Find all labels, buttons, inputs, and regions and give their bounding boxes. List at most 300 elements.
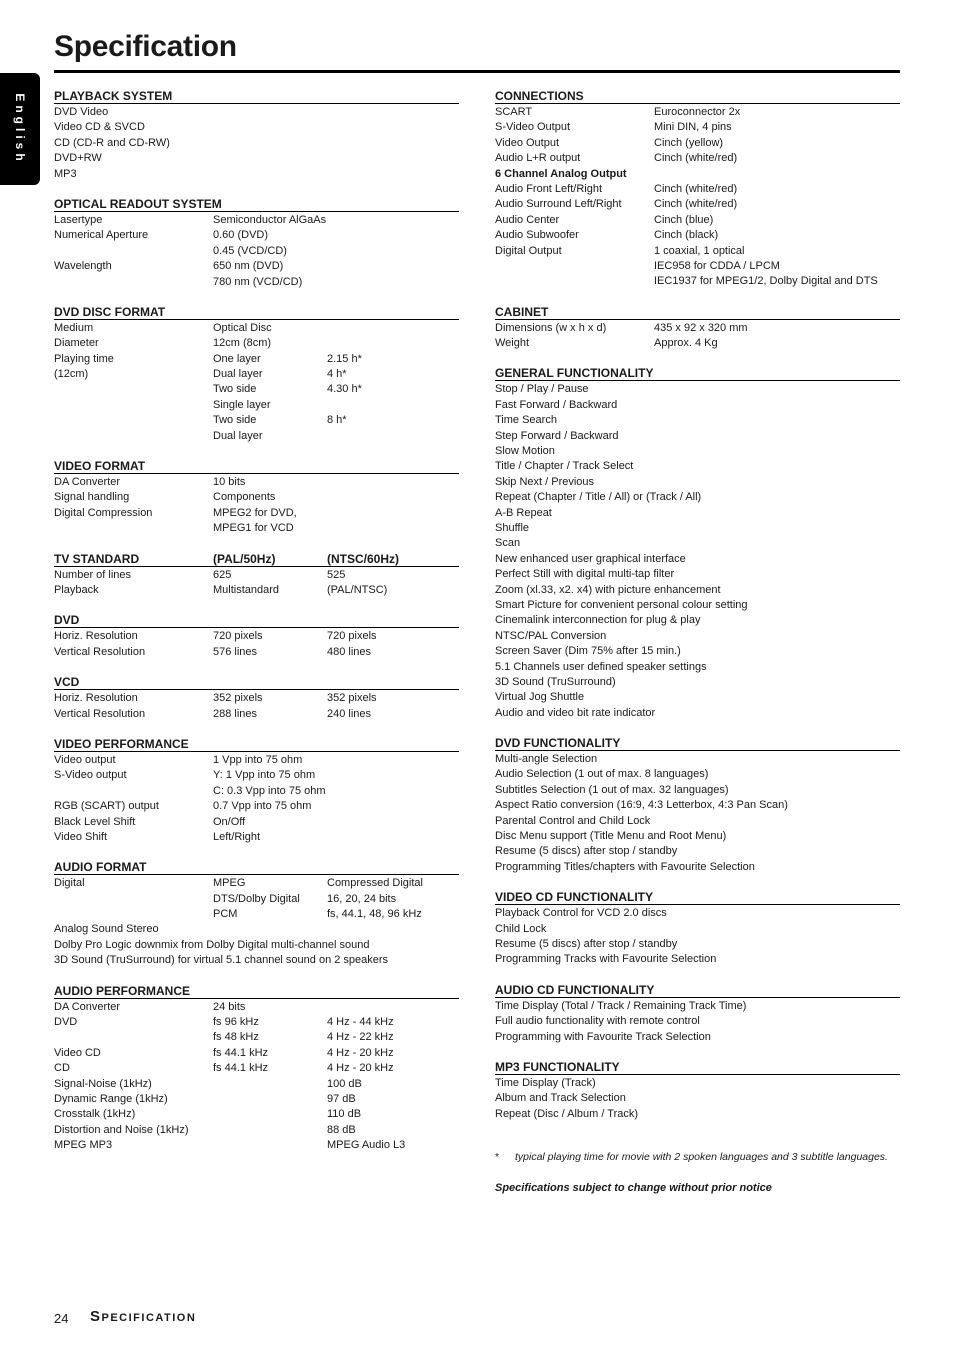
spec-cell: 24 bits: [213, 1000, 246, 1013]
spec-cell: fs 48 kHz: [213, 1031, 259, 1044]
spec-cell: 0.60 (DVD): [213, 229, 269, 242]
spec-row: [495, 398, 900, 413]
spec-cell: 780 nm (VCD/CD): [213, 275, 303, 288]
spec-cell: 1 coaxial, 1 optical: [654, 244, 745, 257]
spec-cell: Title / Chapter / Track Select: [495, 460, 634, 473]
section-title: AUDIO CD FUNCTIONALITY: [495, 982, 655, 997]
spec-row: [495, 767, 900, 782]
spec-row: [54, 583, 459, 598]
spec-cell: (12cm): [54, 368, 89, 381]
spec-section: [54, 459, 459, 537]
spec-cell: Time Display (Total / Track / Remaining Track Time): [495, 999, 747, 1012]
section-title: VIDEO FORMAT: [54, 459, 146, 474]
spec-cell: MP3: [54, 167, 77, 180]
spec-cell: Digital: [54, 877, 85, 890]
spec-row: [495, 783, 900, 798]
spec-cell: Slow Motion: [495, 445, 555, 458]
spec-cell: 3D Sound (TruSurround): [495, 675, 616, 688]
spec-cell: Two side: [213, 383, 257, 396]
section-heading: [54, 984, 459, 999]
section-title: PLAYBACK SYSTEM: [54, 89, 173, 103]
spec-cell: S-Video output: [54, 769, 127, 782]
spec-row: [495, 197, 900, 212]
spec-cell: MPEG Audio L3: [327, 1139, 406, 1152]
spec-row: [54, 244, 459, 259]
section-heading-col2: (PAL/50Hz): [213, 551, 276, 566]
spec-cell: 435 x 92 x 320 mm: [654, 321, 748, 334]
spec-cell: Two side: [213, 414, 257, 427]
section-heading: [495, 305, 900, 320]
section-heading: [495, 890, 900, 905]
spec-cell: Multi-angle Selection: [495, 753, 598, 766]
spec-row: [495, 690, 900, 705]
spec-section: [495, 736, 900, 875]
section-heading: [54, 675, 459, 690]
spec-row: [495, 475, 900, 490]
spec-row: [495, 814, 900, 829]
spec-cell: One layer: [213, 352, 261, 365]
spec-cell: Video Output: [495, 136, 560, 149]
spec-row: [54, 475, 459, 490]
spec-row: [495, 567, 900, 582]
spec-row: [495, 182, 900, 197]
spec-cell: 352 pixels: [213, 692, 263, 705]
section-heading: [54, 89, 459, 104]
spec-row: [54, 275, 459, 290]
section-heading: [495, 1060, 900, 1075]
spec-cell: Video Shift: [54, 830, 108, 843]
spec-cell: 12cm (8cm): [213, 337, 272, 350]
spec-section: [495, 366, 900, 721]
spec-row: [495, 429, 900, 444]
section-title: CONNECTIONS: [495, 89, 584, 103]
spec-row: [495, 660, 900, 675]
section-heading: [54, 197, 459, 212]
spec-row: [495, 706, 900, 721]
spec-row: [54, 753, 459, 768]
spec-cell: MPEG2 for DVD,: [213, 506, 297, 519]
spec-row: [495, 999, 900, 1014]
spec-cell: Numerical Aperture: [54, 229, 149, 242]
spec-row: [495, 922, 900, 937]
spec-cell: Audio Center: [495, 213, 560, 226]
spec-cell: Zoom (xl.33, x2. x4) with picture enhancement: [495, 583, 721, 596]
spec-cell: Programming Titles/chapters with Favourite Selection: [495, 860, 755, 873]
spec-cell: IEC1937 for MPEG1/2, Dolby Digital and DTS: [654, 275, 878, 288]
spec-row: [54, 136, 459, 151]
spec-row: [54, 336, 459, 351]
spec-cell: Digital Output: [495, 244, 562, 257]
spec-row: [54, 1077, 459, 1092]
spec-cell: Video CD: [54, 1046, 101, 1059]
spec-cell: fs, 44.1, 48, 96 kHz: [327, 908, 422, 921]
spec-cell: Programming with Favourite Track Selection: [495, 1030, 711, 1043]
spec-cell: Lasertype: [54, 213, 103, 226]
section-title: VIDEO CD FUNCTIONALITY: [495, 890, 653, 905]
spec-row: [54, 151, 459, 166]
spec-row: [54, 907, 459, 922]
section-title: MP3 FUNCTIONALITY: [495, 1059, 620, 1074]
spec-row: [495, 105, 900, 120]
spec-row: [54, 506, 459, 521]
spec-cell: IEC958 for CDDA / LPCM: [654, 259, 780, 272]
section-heading: [54, 552, 459, 567]
spec-row: [54, 1138, 459, 1153]
spec-cell: Mini DIN, 4 pins: [654, 121, 732, 134]
spec-cell: Video CD & SVCD: [54, 121, 145, 134]
spec-cell: Audio Front Left/Right: [495, 182, 603, 195]
spec-cell: Dual layer: [213, 429, 263, 442]
spec-cell: C: 0.3 Vpp into 75 ohm: [213, 784, 326, 797]
spec-row: [495, 213, 900, 228]
title-rule: [54, 70, 900, 73]
spec-row: [54, 568, 459, 583]
section-title: DVD DISC FORMAT: [54, 304, 166, 319]
language-tab-label: English: [13, 93, 27, 165]
spec-cell: 4 h*: [327, 368, 347, 381]
spec-row: [54, 228, 459, 243]
spec-row: [495, 413, 900, 428]
left-column: [54, 89, 459, 1169]
spec-row: [495, 120, 900, 135]
spec-cell: Time Display (Track): [495, 1076, 596, 1089]
spec-row: [495, 583, 900, 598]
spec-row: [495, 860, 900, 875]
spec-row: [54, 815, 459, 830]
section-title: AUDIO FORMAT: [54, 860, 147, 875]
spec-row: [495, 1091, 900, 1106]
spec-row: [495, 521, 900, 536]
spec-row: [54, 1015, 459, 1030]
spec-row: [495, 167, 900, 182]
footnote-marker: *: [495, 1151, 500, 1163]
spec-cell: Parental Control and Child Lock: [495, 814, 651, 827]
spec-cell: 4 Hz - 44 kHz: [327, 1016, 394, 1029]
spec-cell: 10 bits: [213, 476, 246, 489]
spec-row: [495, 752, 900, 767]
spec-row: [54, 413, 459, 428]
spec-cell: Weight: [495, 337, 530, 350]
spec-row: [54, 120, 459, 135]
spec-cell: Signal handling: [54, 491, 130, 504]
spec-cell: Diameter: [54, 337, 99, 350]
spec-cell: 4.30 h*: [327, 383, 362, 396]
spec-row: [54, 799, 459, 814]
spec-row: [495, 244, 900, 259]
spec-row: [54, 259, 459, 274]
section-heading: [54, 613, 459, 628]
spec-row: [495, 490, 900, 505]
spec-cell: Skip Next / Previous: [495, 475, 595, 488]
spec-cell: 16, 20, 24 bits: [327, 892, 397, 905]
spec-row: [54, 876, 459, 891]
spec-cell: Cinch (blue): [654, 213, 714, 226]
spec-cell: Album and Track Selection: [495, 1092, 626, 1105]
spec-row: [495, 598, 900, 613]
spec-row: [54, 1107, 459, 1122]
spec-cell: Programming Tracks with Favourite Selection: [495, 953, 717, 966]
spec-cell: Perfect Still with digital multi-tap filter: [495, 568, 675, 581]
spec-cell: fs 44.1 kHz: [213, 1062, 269, 1075]
spec-cell: Single layer: [213, 398, 271, 411]
spec-cell: 2.15 h*: [327, 352, 362, 365]
spec-cell: 352 pixels: [327, 692, 377, 705]
spec-cell: Vertical Resolution: [54, 707, 146, 720]
spec-cell: Digital Compression: [54, 506, 153, 519]
section-title: DVD: [54, 613, 80, 628]
spec-row: [54, 1046, 459, 1061]
spec-cell: 525: [327, 568, 346, 581]
spec-row: [54, 352, 459, 367]
spec-section: [495, 1060, 900, 1122]
section-heading: [495, 366, 900, 381]
language-tab: [0, 73, 40, 185]
spec-cell: 8 h*: [327, 414, 347, 427]
spec-row: [54, 784, 459, 799]
spec-cell: Dolby Pro Logic downmix from Dolby Digital multi-channel sound: [54, 938, 370, 951]
spec-cell: Audio Surround Left/Right: [495, 198, 622, 211]
spec-cell: Compressed Digital: [327, 877, 423, 890]
spec-cell: Shuffle: [495, 521, 530, 534]
spec-cell: Optical Disc: [213, 321, 272, 334]
spec-row: [54, 521, 459, 536]
spec-cell: Child Lock: [495, 922, 547, 935]
spec-cell: Components: [213, 491, 276, 504]
spec-row: [495, 506, 900, 521]
spec-cell: 720 pixels: [327, 630, 377, 643]
spec-row: [54, 1030, 459, 1045]
spec-row: [54, 953, 459, 968]
spec-cell: fs 96 kHz: [213, 1016, 259, 1029]
spec-row: [495, 1076, 900, 1091]
spec-section: [495, 890, 900, 968]
spec-row: [54, 892, 459, 907]
spec-cell: Step Forward / Backward: [495, 429, 619, 442]
spec-cell: 4 Hz - 20 kHz: [327, 1046, 394, 1059]
spec-cell: DA Converter: [54, 476, 121, 489]
spec-cell: Playback Control for VCD 2.0 discs: [495, 907, 667, 920]
section-title: TV STANDARD: [54, 551, 140, 566]
spec-cell: S-Video Output: [495, 121, 571, 134]
spec-cell: 110 dB: [327, 1108, 362, 1121]
spec-cell: Full audio functionality with remote control: [495, 1015, 700, 1028]
spec-row: [54, 429, 459, 444]
spec-row: [495, 844, 900, 859]
spec-cell: Fast Forward / Backward: [495, 398, 618, 411]
spec-cell: Dual layer: [213, 368, 263, 381]
spec-row: [495, 259, 900, 274]
spec-row: [54, 367, 459, 382]
change-notice: Specifications subject to change without prior notice: [495, 1182, 772, 1194]
spec-row: [495, 444, 900, 459]
spec-cell: 720 pixels: [213, 630, 263, 643]
spec-cell: New enhanced user graphical interface: [495, 552, 686, 565]
spec-row: [54, 1000, 459, 1015]
spec-section: [54, 860, 459, 968]
spec-row: [495, 952, 900, 967]
spec-section: [54, 675, 459, 722]
spec-row: [495, 629, 900, 644]
spec-section: [495, 983, 900, 1045]
spec-row: [495, 459, 900, 474]
spec-row: [54, 691, 459, 706]
spec-cell: MPEG: [213, 877, 246, 890]
spec-cell: Horiz. Resolution: [54, 692, 138, 705]
section-title: DVD FUNCTIONALITY: [495, 736, 621, 751]
spec-cell: Left/Right: [213, 830, 261, 843]
spec-row: [54, 768, 459, 783]
spec-row: [495, 552, 900, 567]
spec-row: [495, 906, 900, 921]
section-title: CABINET: [495, 304, 549, 319]
spec-cell: PCM: [213, 908, 238, 921]
spec-section: [54, 737, 459, 845]
spec-cell: On/Off: [213, 815, 246, 828]
section-heading: [54, 737, 459, 752]
spec-row: [54, 629, 459, 644]
spec-row: [495, 829, 900, 844]
section-title: GENERAL FUNCTIONALITY: [495, 366, 654, 381]
spec-cell: 88 dB: [327, 1123, 356, 1136]
spec-cell: MPEG1 for VCD: [213, 522, 294, 535]
spec-cell: DVD: [54, 1016, 78, 1029]
spec-row: [54, 490, 459, 505]
spec-cell: Number of lines: [54, 568, 132, 581]
spec-section: [495, 305, 900, 352]
section-title: VIDEO PERFORMANCE: [54, 736, 189, 751]
spec-row: [495, 536, 900, 551]
spec-row: [495, 228, 900, 243]
spec-cell: 650 nm (DVD): [213, 260, 284, 273]
spec-row: [495, 613, 900, 628]
spec-cell: Dimensions (w x h x d): [495, 321, 607, 334]
spec-cell: Semiconductor AlGaAs: [213, 213, 327, 226]
spec-cell: A-B Repeat: [495, 506, 552, 519]
spec-cell: Multistandard: [213, 583, 280, 596]
spec-cell: 0.7 Vpp into 75 ohm: [213, 800, 312, 813]
spec-row: [54, 707, 459, 722]
spec-cell: Playback: [54, 583, 99, 596]
spec-cell: Screen Saver (Dim 75% after 15 min.): [495, 645, 681, 658]
spec-row: [495, 1030, 900, 1045]
section-heading: [54, 305, 459, 320]
spec-cell: DVD+RW: [54, 152, 102, 165]
spec-row: [495, 336, 900, 351]
spec-cell: 4 Hz - 20 kHz: [327, 1062, 394, 1075]
spec-row: [54, 922, 459, 937]
spec-cell: Disc Menu support (Title Menu and Root Menu): [495, 830, 727, 843]
spec-row: [495, 675, 900, 690]
spec-cell: fs 44.1 kHz: [213, 1046, 269, 1059]
spec-cell: 6 Channel Analog Output: [495, 167, 627, 180]
spec-row: [495, 937, 900, 952]
spec-cell: Scan: [495, 537, 521, 550]
spec-cell: 625: [213, 568, 232, 581]
spec-cell: Dynamic Range (1kHz): [54, 1092, 168, 1105]
spec-row: [495, 321, 900, 336]
spec-cell: Repeat (Disc / Album / Track): [495, 1107, 639, 1120]
spec-cell: Time Search: [495, 414, 557, 427]
spec-row: [495, 1107, 900, 1122]
spec-row: [54, 213, 459, 228]
section-title: AUDIO PERFORMANCE: [54, 983, 191, 998]
spec-row: [54, 1061, 459, 1076]
spec-cell: 480 lines: [327, 645, 372, 658]
spec-cell: Audio L+R output: [495, 152, 581, 165]
spec-cell: Virtual Jog Shuttle: [495, 691, 585, 704]
spec-cell: Wavelength: [54, 260, 112, 273]
spec-row: [495, 136, 900, 151]
spec-cell: RGB (SCART) output: [54, 800, 159, 813]
spec-cell: CD (CD-R and CD-RW): [54, 136, 170, 149]
spec-row: [495, 1014, 900, 1029]
spec-section: [54, 197, 459, 290]
spec-cell: Cinch (black): [654, 229, 719, 242]
spec-cell: 3D Sound (TruSurround) for virtual 5.1 channel sound on 2 speakers: [54, 954, 389, 967]
spec-cell: DTS/Dolby Digital: [213, 892, 300, 905]
section-heading: [54, 860, 459, 875]
spec-cell: 4 Hz - 22 kHz: [327, 1031, 394, 1044]
spec-row: [54, 938, 459, 953]
spec-cell: 240 lines: [327, 707, 372, 720]
spec-section: [54, 89, 459, 182]
page-number: 24: [54, 1311, 69, 1326]
footnote-text: typical playing time for movie with 2 spoken languages and 3 subtitle languages.: [515, 1151, 888, 1163]
spec-cell: Cinch (white/red): [654, 182, 738, 195]
spec-cell: Horiz. Resolution: [54, 630, 138, 643]
spec-row: [54, 167, 459, 182]
spec-cell: Subtitles Selection (1 out of max. 32 languages): [495, 783, 729, 796]
spec-row: [54, 1123, 459, 1138]
spec-cell: Cinch (white/red): [654, 152, 738, 165]
spec-cell: Stop / Play / Pause: [495, 383, 589, 396]
spec-cell: Crosstalk (1kHz): [54, 1108, 136, 1121]
spec-row: [54, 321, 459, 336]
spec-row: [495, 274, 900, 289]
spec-cell: Vertical Resolution: [54, 645, 146, 658]
right-column: [495, 89, 900, 1137]
spec-row: [495, 382, 900, 397]
footer-title: Specification: [90, 1308, 197, 1325]
spec-cell: Cinemalink interconnection for plug & play: [495, 614, 701, 627]
section-title: VCD: [54, 675, 80, 690]
spec-cell: 576 lines: [213, 645, 258, 658]
spec-cell: Smart Picture for convenient personal colour setting: [495, 598, 748, 611]
spec-cell: 97 dB: [327, 1092, 356, 1105]
section-heading: [495, 983, 900, 998]
spec-cell: MPEG MP3: [54, 1139, 113, 1152]
spec-cell: SCART: [495, 106, 533, 118]
spec-row: [54, 382, 459, 397]
spec-cell: Analog Sound Stereo: [54, 923, 159, 936]
spec-cell: Video output: [54, 753, 116, 766]
spec-cell: Resume (5 discs) after stop / standby: [495, 845, 678, 858]
spec-cell: 100 dB: [327, 1077, 362, 1090]
spec-row: [54, 645, 459, 660]
spec-cell: NTSC/PAL Conversion: [495, 629, 607, 642]
spec-cell: Cinch (yellow): [654, 136, 724, 149]
section-heading-col3: (NTSC/60Hz): [327, 551, 400, 566]
spec-section: [54, 613, 459, 660]
spec-cell: CD: [54, 1062, 70, 1075]
spec-row: [54, 398, 459, 413]
spec-cell: 0.45 (VCD/CD): [213, 244, 287, 257]
spec-cell: Aspect Ratio conversion (16:9, 4:3 Letterbox, 4:3 Pan Scan): [495, 799, 788, 812]
spec-cell: Black Level Shift: [54, 815, 136, 828]
section-heading: [495, 89, 900, 104]
spec-row: [495, 151, 900, 166]
spec-cell: Cinch (white/red): [654, 198, 738, 211]
